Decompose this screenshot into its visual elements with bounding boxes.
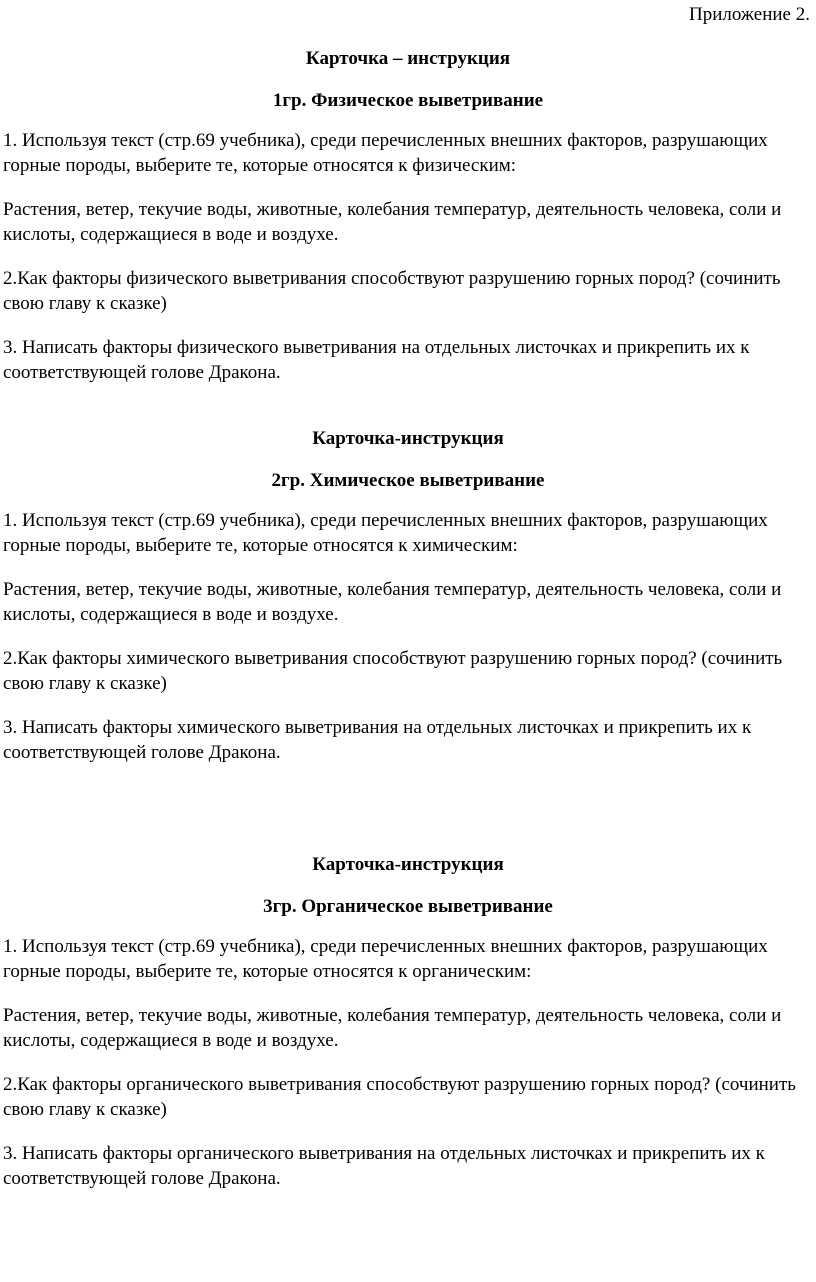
card-subtitle: 3гр. Органическое выветривание (263, 896, 553, 917)
factors-list-text: Растения, ветер, текучие воды, животные, колебания температур, деятельность человека, соли и кислоты, содержащиеся в воде и воздухе. (3, 199, 782, 245)
instruction-card-2 (0, 428, 816, 765)
task-2-text: 2.Как факторы химического выветривания способствуют разрушению горных пород? (сочинить свою главу к сказке) (3, 648, 783, 694)
task-1-text: 1. Используя текст (стр.69 учебника), среди перечисленных внешних факторов, разрушающих горные породы, выберите те, которые относятся к химическим: (3, 510, 768, 556)
task-1-text: 1. Используя текст (стр.69 учебника), среди перечисленных внешних факторов, разрушающих горные породы, выберите те, которые относятся к физическим: (3, 130, 768, 176)
factors-list-text: Растения, ветер, текучие воды, животные, колебания температур, деятельность человека, соли и кислоты, содержащиеся в воде и воздухе. (3, 579, 782, 625)
card-title: Карточка-инструкция (312, 428, 504, 449)
card-subtitle: 1гр. Физическое выветривание (272, 90, 544, 111)
task-2-text: 2.Как факторы физического выветривания способствуют разрушению горных пород? (сочинить свою главу к сказке) (3, 268, 781, 314)
instruction-card-3 (0, 854, 816, 1191)
appendix-label: Приложение 2. (689, 4, 810, 25)
task-3-text: 3. Написать факторы органического выветривания на отдельных листочках и прикрепить их к соответствующей голове Дракона. (3, 1143, 765, 1189)
task-1-text: 1. Используя текст (стр.69 учебника), среди перечисленных внешних факторов, разрушающих горные породы, выберите те, которые относятся к органическим: (3, 936, 768, 982)
task-2-text: 2.Как факторы органического выветривания способствуют разрушению горных пород? (сочинить свою главу к сказке) (3, 1074, 796, 1120)
task-3-text: 3. Написать факторы физического выветривания на отдельных листочках и прикрепить их к соответствующей голове Дракона. (3, 337, 750, 383)
card-title: Карточка – инструкция (305, 48, 511, 69)
task-3-text: 3. Написать факторы химического выветривания на отдельных листочках и прикрепить их к соответствующей голове Дракона. (3, 717, 752, 763)
instruction-card-1 (0, 48, 816, 385)
factors-list-text: Растения, ветер, текучие воды, животные, колебания температур, деятельность человека, соли и кислоты, содержащиеся в воде и воздухе. (3, 1005, 782, 1051)
card-title: Карточка-инструкция (312, 854, 504, 875)
card-subtitle: 2гр. Химическое выветривание (271, 470, 545, 491)
